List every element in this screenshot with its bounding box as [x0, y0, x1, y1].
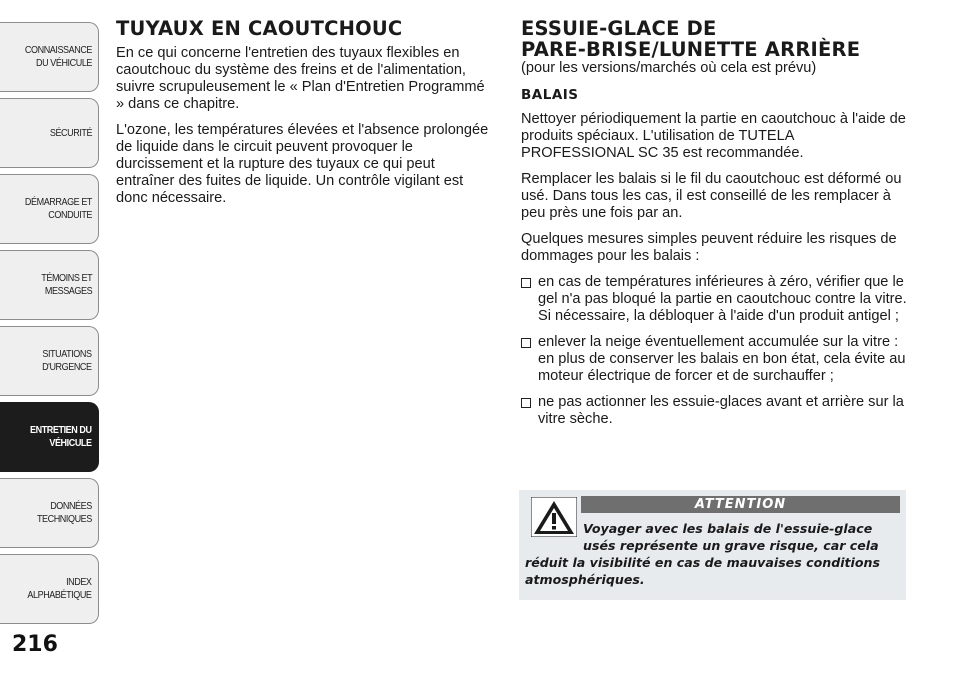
section-essuie-glace	[521, 18, 907, 437]
tab-index-alphabetique[interactable]	[0, 554, 99, 624]
checkbox-bullet-icon	[521, 398, 531, 408]
section-title-line2: PARE-BRISE/LUNETTE ARRIÈRE	[521, 38, 861, 61]
paragraph: En ce qui concerne l'entretien des tuyaux flexibles en caoutchouc du système des freins et de l'alimentation, suivre scrupuleusement le « Plan d'Entretien Programmé » dans ce chapitre.	[116, 45, 485, 112]
tab-label: SÉCURITÉ	[49, 126, 92, 139]
tab-label: CONNAISSANCE DU VÉHICULE	[24, 44, 92, 69]
tab-label: SITUATIONS D'URGENCE	[42, 348, 92, 373]
warning-line: réduit la visibilité en cas de mauvaises conditions atmosphériques.	[525, 555, 880, 587]
subheading-balais: BALAIS	[521, 87, 579, 103]
warning-line: Voyager avec les balais de l'essuie-glace	[583, 521, 873, 536]
paragraph: Nettoyer périodiquement la partie en caoutchouc à l'aide de produits spéciaux. L'utilisation de TUTELA PROFESSIONAL SC 35 est recommandée.	[521, 111, 906, 161]
tab-connaissance-du-vehicule[interactable]	[0, 22, 99, 92]
section-title	[521, 18, 907, 60]
tab-situations-d-urgence[interactable]	[0, 326, 99, 396]
warning-text	[525, 520, 900, 588]
list-item-text: ne pas actionner les essuie-glaces avant et arrière sur la vitre sèche.	[538, 394, 904, 427]
tab-donnees-techniques[interactable]	[0, 478, 99, 548]
tab-label: ENTRETIEN DU VÉHICULE	[30, 424, 92, 449]
tab-securite[interactable]	[0, 98, 99, 168]
list-item-text: enlever la neige éventuellement accumulée sur la vitre : en plus de conserver les balais en bon état, cela évite au moteur électrique de forcer et de surchauffer ;	[538, 334, 906, 384]
list-item-text: en cas de températures inférieures à zéro, vérifier que le gel n'a pas bloqué la partie en caoutchouc contre la vitre. Si nécessaire, la débloquer à l'aide d'un produit antigel ;	[538, 274, 907, 324]
paragraph: L'ozone, les températures élevées et l'absence prolongée de liquide dans le circuit peuvent provoquer le durcissement et la rupture des tuyaux ce qui peut entraîner des fuites de liquide. Un contrôle vigilant est donc nécessaire.	[116, 122, 489, 206]
tab-label: TÉMOINS ET MESSAGES	[41, 272, 92, 297]
checkbox-bullet-icon	[521, 278, 531, 288]
checkbox-bullet-icon	[521, 338, 531, 348]
tab-label: DONNÉES TECHNIQUES	[37, 500, 92, 525]
list-item	[521, 394, 907, 428]
warning-line: usés représente un grave risque, car cela	[583, 538, 879, 553]
section-title-line1: ESSUIE-GLACE DE	[521, 17, 717, 40]
paragraph: Remplacer les balais si le fil du caoutchouc est déformé ou usé. Dans tous les cas, il est conseillé de les remplacer à peu près une fois par an.	[521, 171, 902, 221]
section-subtitle: (pour les versions/marchés où cela est prévu)	[521, 60, 817, 76]
list-item	[521, 334, 907, 385]
page-number: 216	[12, 632, 58, 657]
paragraph: Quelques mesures simples peuvent réduire les risques de dommages pour les balais :	[521, 231, 897, 264]
tab-demarrage-et-conduite[interactable]	[0, 174, 99, 244]
tab-label: INDEX ALPHABÉTIQUE	[27, 576, 92, 601]
section-title: TUYAUX EN CAOUTCHOUC	[116, 17, 403, 40]
tab-entretien-du-vehicule[interactable]	[0, 402, 99, 472]
section-tuyaux-en-caoutchouc	[116, 18, 496, 216]
bullet-list	[521, 274, 907, 428]
tab-label: DÉMARRAGE ET CONDUITE	[24, 196, 92, 221]
list-item	[521, 274, 907, 325]
warning-banner: ATTENTION	[581, 496, 900, 513]
tab-temoins-et-messages[interactable]	[0, 250, 99, 320]
warning-box	[519, 490, 906, 600]
